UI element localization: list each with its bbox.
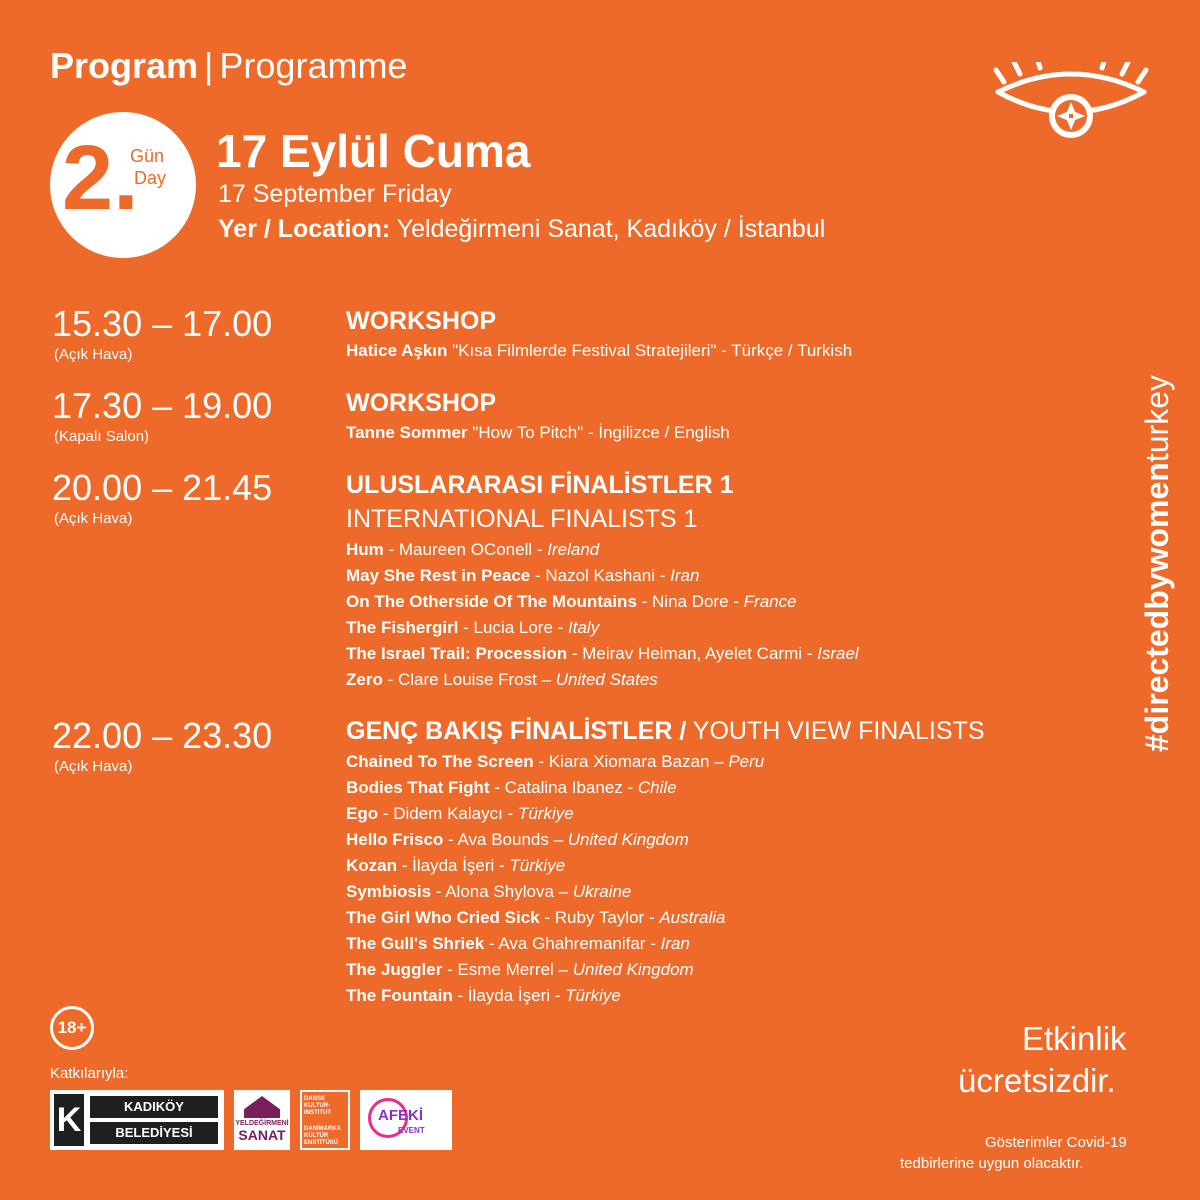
film-separator: - bbox=[802, 644, 818, 663]
film-director: Nazol Kashani bbox=[545, 566, 655, 585]
film-row bbox=[346, 617, 599, 639]
event-description: "How To Pitch" - İngilizce / English bbox=[467, 423, 730, 442]
header-title bbox=[50, 44, 407, 88]
film-country: Ukraine bbox=[572, 882, 632, 901]
film-separator: - bbox=[502, 804, 518, 823]
yeldegirmeni-logo-big: SANAT bbox=[238, 1127, 286, 1143]
event-time: 17.30 – 19.00 bbox=[52, 385, 273, 426]
film-director: Lucia Lore bbox=[473, 618, 553, 637]
age-rating-badge: 18+ bbox=[50, 1006, 94, 1050]
film-separator: - bbox=[431, 882, 446, 901]
yeldegirmeni-sanat-logo bbox=[234, 1090, 290, 1150]
event-speaker: Tanne Sommer bbox=[346, 423, 468, 442]
free-event-line2: ücretsizdir. bbox=[958, 1062, 1116, 1099]
film-row bbox=[346, 777, 677, 799]
film-director: Esme Merrel bbox=[457, 960, 554, 979]
film-separator: – bbox=[536, 670, 556, 689]
event-title-en: YOUTH VIEW FINALISTS bbox=[686, 717, 985, 745]
film-country: Türkiye bbox=[509, 856, 566, 875]
film-country: Iran bbox=[670, 566, 700, 585]
afeki-logo-main: AFEKİ bbox=[378, 1107, 423, 1124]
event-subtitle: INTERNATIONAL FINALISTS 1 bbox=[346, 505, 698, 533]
film-separator: - bbox=[728, 592, 744, 611]
kadikoy-belediyesi-logo bbox=[50, 1090, 224, 1150]
event-time: 22.00 – 23.30 bbox=[52, 715, 273, 756]
event-detail bbox=[346, 340, 852, 362]
film-row bbox=[346, 829, 689, 851]
film-row bbox=[346, 933, 690, 955]
film-director: Meirav Heiman, Ayelet Carmi bbox=[582, 644, 803, 663]
film-separator: - bbox=[636, 592, 653, 611]
event-title: ULUSLARARASI FİNALİSTLER 1 bbox=[346, 471, 734, 499]
film-title: May She Rest in Peace bbox=[346, 566, 531, 585]
event-time: 20.00 – 21.45 bbox=[52, 467, 273, 508]
film-title: The Gull's Shriek bbox=[346, 934, 485, 953]
film-title: The Juggler bbox=[346, 960, 443, 979]
film-row bbox=[346, 669, 658, 691]
event-speaker: Hatice Aşkın bbox=[346, 341, 448, 360]
film-title: The Fishergirl bbox=[346, 618, 459, 637]
film-row bbox=[346, 959, 694, 981]
film-row bbox=[346, 881, 631, 903]
film-director: Catalina Ibanez bbox=[504, 778, 623, 797]
sponsors-label: Katkılarıyla: bbox=[50, 1065, 129, 1082]
film-director: İlayda İşeri bbox=[467, 986, 551, 1005]
film-separator: - bbox=[443, 830, 458, 849]
film-country: Chile bbox=[637, 778, 677, 797]
film-separator: - bbox=[442, 960, 458, 979]
date-title-tr: 17 Eylül Cuma bbox=[216, 125, 531, 177]
free-event-line1: Etkinlik bbox=[1022, 1020, 1127, 1057]
covid-note-line1: Gösterimler Covid-19 bbox=[985, 1134, 1127, 1151]
hashtag-light: turkey bbox=[1139, 375, 1175, 463]
event-title: WORKSHOP bbox=[346, 389, 496, 417]
film-title: Hello Frisco bbox=[346, 830, 444, 849]
film-separator: - bbox=[532, 540, 548, 559]
film-row bbox=[346, 565, 699, 587]
film-director: Didem Kalaycı bbox=[393, 804, 503, 823]
film-director: Ava Ghahremanifar bbox=[498, 934, 646, 953]
film-separator: - bbox=[655, 566, 671, 585]
film-separator: - bbox=[484, 934, 499, 953]
day-number: 2. bbox=[62, 127, 139, 229]
film-director: Kiara Xiomara Bazan bbox=[548, 752, 710, 771]
film-row bbox=[346, 803, 574, 825]
film-separator: - bbox=[489, 778, 505, 797]
film-separator: – bbox=[553, 960, 573, 979]
event-time: 15.30 – 17.00 bbox=[52, 303, 273, 344]
film-country: Türkiye bbox=[517, 804, 574, 823]
film-row bbox=[346, 539, 599, 561]
film-separator: - bbox=[452, 986, 468, 1005]
film-title: Ego bbox=[346, 804, 379, 823]
film-title: The Girl Who Cried Sick bbox=[346, 908, 540, 927]
film-title: Kozan bbox=[346, 856, 397, 875]
film-country: Italy bbox=[568, 618, 600, 637]
danish-logo-line: DANİMARKA bbox=[304, 1126, 341, 1132]
day-badge bbox=[50, 112, 196, 258]
event-venue: (Açık Hava) bbox=[54, 346, 133, 363]
film-title: Bodies That Fight bbox=[346, 778, 490, 797]
afeki-event-logo bbox=[360, 1090, 452, 1150]
film-director: Nina Dore bbox=[652, 592, 729, 611]
danish-logo-line: KÜLTÜR bbox=[304, 1133, 329, 1139]
eye-logo-icon bbox=[990, 62, 1152, 158]
covid-note-line2: tedbirlerine uygun olacaktır. bbox=[900, 1155, 1084, 1172]
film-separator: - bbox=[458, 618, 474, 637]
film-separator: - bbox=[383, 540, 399, 559]
film-separator: – bbox=[548, 830, 568, 849]
film-separator: - bbox=[539, 908, 555, 927]
date-title-en: 17 September Friday bbox=[218, 180, 452, 208]
event-title-tr: GENÇ BAKIŞ FİNALİSTLER / bbox=[346, 717, 687, 745]
film-separator: - bbox=[550, 986, 566, 1005]
film-country: Ireland bbox=[547, 540, 600, 559]
event-detail bbox=[346, 422, 730, 444]
film-separator: - bbox=[530, 566, 546, 585]
film-separator: – bbox=[553, 882, 573, 901]
film-separator: – bbox=[709, 752, 729, 771]
event-venue: (Açık Hava) bbox=[54, 758, 133, 775]
film-director: Ava Bounds bbox=[457, 830, 549, 849]
film-director: İlayda İşeri bbox=[412, 856, 495, 875]
film-director: Clare Louise Frost bbox=[397, 670, 537, 689]
film-country: Türkiye bbox=[565, 986, 621, 1005]
danish-logo-line: INSTITUT bbox=[304, 1110, 331, 1116]
event-venue: (Kapalı Salon) bbox=[54, 428, 150, 445]
film-row bbox=[346, 855, 565, 877]
film-title: Hum bbox=[346, 540, 384, 559]
film-row bbox=[346, 907, 725, 929]
location-value: Yeldeğirmeni Sanat, Kadıköy / İstanbul bbox=[390, 215, 826, 243]
film-country: United Kingdom bbox=[567, 830, 689, 849]
film-title: The Fountain bbox=[346, 986, 453, 1005]
film-director: Ruby Taylor bbox=[554, 908, 645, 927]
film-title: Chained To The Screen bbox=[346, 752, 534, 771]
yeldegirmeni-logo-small: YELDEĞİRMENİ bbox=[235, 1120, 289, 1127]
event-title: WORKSHOP bbox=[346, 307, 496, 335]
film-separator: - bbox=[397, 856, 413, 875]
film-title: The Israel Trail: Procession bbox=[346, 644, 568, 663]
film-country: Iran bbox=[660, 934, 690, 953]
header-separator: | bbox=[204, 45, 214, 86]
film-country: United Kingdom bbox=[572, 960, 694, 979]
hashtag-bold: #directedbywomen bbox=[1139, 462, 1175, 752]
film-separator: - bbox=[552, 618, 569, 637]
film-separator: - bbox=[567, 644, 583, 663]
film-row bbox=[346, 591, 797, 613]
danish-logo-line: ENSTİTÜSÜ bbox=[304, 1140, 339, 1146]
header-title-en: Programme bbox=[219, 45, 408, 86]
kadikoy-logo-line1: KADIKÖY bbox=[90, 1096, 218, 1118]
film-row bbox=[346, 643, 859, 665]
kadikoy-k-mark: K bbox=[54, 1094, 84, 1146]
film-director: Maureen OConell bbox=[398, 540, 533, 559]
film-country: Australia bbox=[659, 908, 726, 927]
film-title: On The Otherside Of The Mountains bbox=[346, 592, 637, 611]
event-title bbox=[346, 716, 985, 746]
windmill-icon bbox=[244, 1096, 280, 1118]
day-label-tr: Gün bbox=[130, 146, 165, 166]
film-separator: - bbox=[644, 908, 660, 927]
film-separator: - bbox=[378, 804, 394, 823]
film-separator: - bbox=[382, 670, 398, 689]
film-row bbox=[346, 751, 764, 773]
film-director: Alona Shylova bbox=[445, 882, 554, 901]
hashtag bbox=[1140, 302, 1174, 752]
danish-logo-line: KULTUR- bbox=[304, 1103, 331, 1109]
film-separator: - bbox=[533, 752, 549, 771]
event-venue: (Açık Hava) bbox=[54, 510, 133, 527]
danish-logo-line: DANSK bbox=[304, 1096, 326, 1102]
header-title-tr: Program bbox=[50, 45, 199, 86]
film-title: Zero bbox=[346, 670, 383, 689]
film-separator: - bbox=[622, 778, 638, 797]
film-separator: - bbox=[645, 934, 661, 953]
film-row bbox=[346, 985, 621, 1007]
film-title: Symbiosis bbox=[346, 882, 432, 901]
location bbox=[218, 212, 825, 246]
film-separator: - bbox=[494, 856, 510, 875]
film-country: Israel bbox=[817, 644, 859, 663]
film-country: United States bbox=[555, 670, 658, 689]
event-description: "Kısa Filmlerde Festival Stratejileri" - Türkçe / Turkish bbox=[447, 341, 853, 360]
kadikoy-logo-line2: BELEDİYESİ bbox=[90, 1122, 218, 1144]
film-country: Peru bbox=[728, 752, 765, 771]
film-country: France bbox=[743, 592, 797, 611]
day-label-en: Day bbox=[134, 168, 167, 188]
danish-cultural-institute-logo bbox=[300, 1090, 350, 1150]
location-label: Yer / Location: bbox=[218, 215, 391, 243]
afeki-logo-sub: EVENT bbox=[398, 1126, 425, 1135]
